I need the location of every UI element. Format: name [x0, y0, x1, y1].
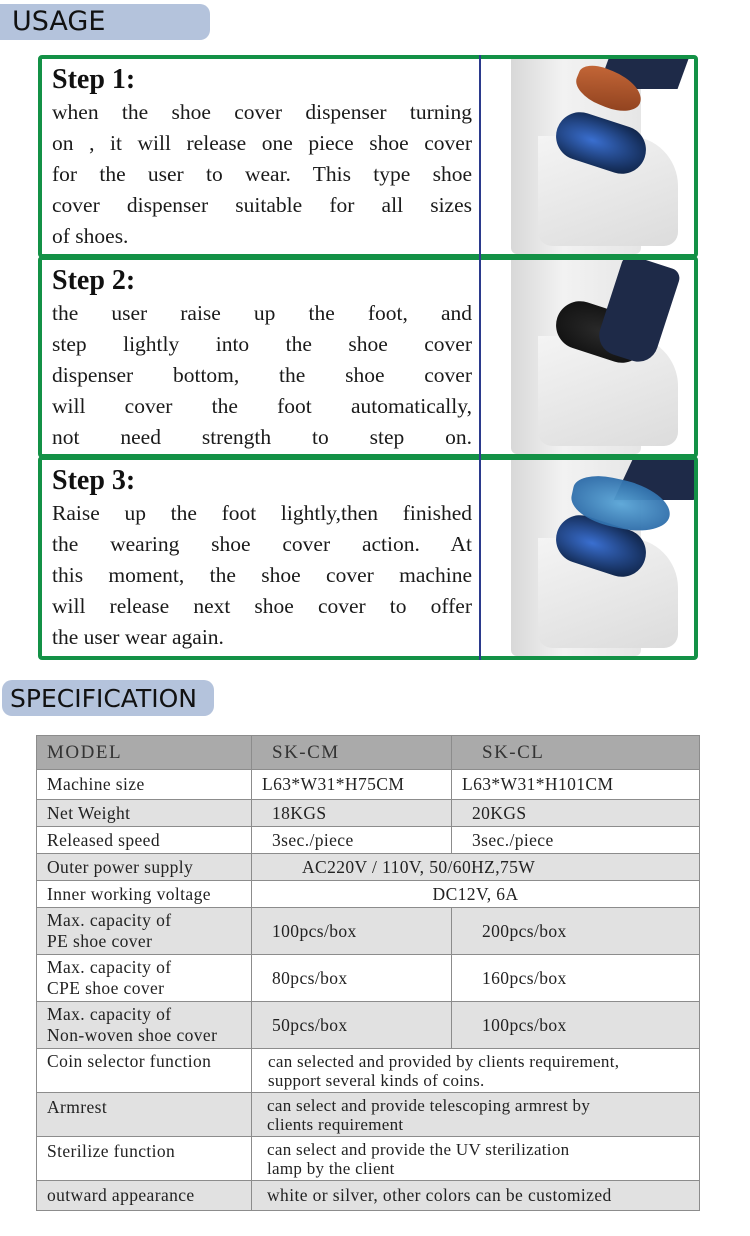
table-header-row	[37, 736, 700, 770]
step-2-photo	[483, 260, 694, 454]
step-1-title: Step 1:	[52, 64, 136, 95]
specification-heading: SPECIFICATION	[2, 680, 214, 716]
specification-table	[36, 735, 700, 1211]
table-row: Coin selector function can selected and provided by clients requirement, support several kinds of coins.	[37, 1049, 700, 1093]
step-divider	[479, 456, 481, 660]
table-row: Net Weight 18KGS 20KGS	[37, 800, 700, 827]
table-row: Released speed 3sec./piece 3sec./piece	[37, 827, 700, 854]
table-row: Max. capacity of Non-woven shoe cover 50pcs/box 100pcs/box	[37, 1002, 700, 1049]
usage-step-2	[38, 256, 698, 458]
column-header-model: MODEL	[37, 736, 252, 770]
step-2-title: Step 2:	[52, 265, 136, 296]
table-row: Outer power supply AC220V / 110V, 50/60HZ,75W	[37, 854, 700, 881]
step-divider	[479, 55, 481, 258]
table-row: Sterilize function can select and provide the UV sterilization lamp by the client	[37, 1137, 700, 1181]
step-divider	[479, 256, 481, 458]
table-row: outward appearance white or silver, other colors can be customized	[37, 1181, 700, 1211]
usage-heading: USAGE	[0, 4, 210, 40]
step-2-text	[52, 264, 472, 453]
table-row: Machine size L63*W31*H75CM L63*W31*H101CM	[37, 770, 700, 800]
table-row: Armrest can select and provide telescoping armrest by clients requirement	[37, 1093, 700, 1137]
column-header-sk-cm: SK-CM	[252, 736, 452, 770]
step-1-text	[52, 63, 472, 252]
step-1-photo	[483, 59, 694, 254]
table-row: Inner working voltage DC12V, 6A	[37, 881, 700, 908]
step-3-photo	[483, 460, 694, 656]
table-row: Max. capacity of PE shoe cover 100pcs/box 200pcs/box	[37, 908, 700, 955]
step-1-body: when the shoe cover dispenser turning on , it will release one piece shoe cover for the user to wear. This type shoe cover dispenser suitable for all sizes of shoes.	[52, 100, 472, 248]
table-row: Max. capacity of CPE shoe cover 80pcs/box 160pcs/box	[37, 955, 700, 1002]
step-2-body: the user raise up the foot, and step lightly into the shoe cover dispenser bottom, the shoe cover will cover the foot automatically, not need strength to step on.	[52, 301, 472, 449]
usage-step-1	[38, 55, 698, 258]
column-header-sk-cl: SK-CL	[452, 736, 700, 770]
usage-step-3	[38, 456, 698, 660]
step-3-body: Raise up the foot lightly,then finished the wearing shoe cover action. At this moment, the shoe cover machine will release next shoe cover to offer the user wear again.	[52, 501, 472, 649]
step-3-text	[52, 464, 472, 653]
step-3-title: Step 3:	[52, 465, 136, 496]
